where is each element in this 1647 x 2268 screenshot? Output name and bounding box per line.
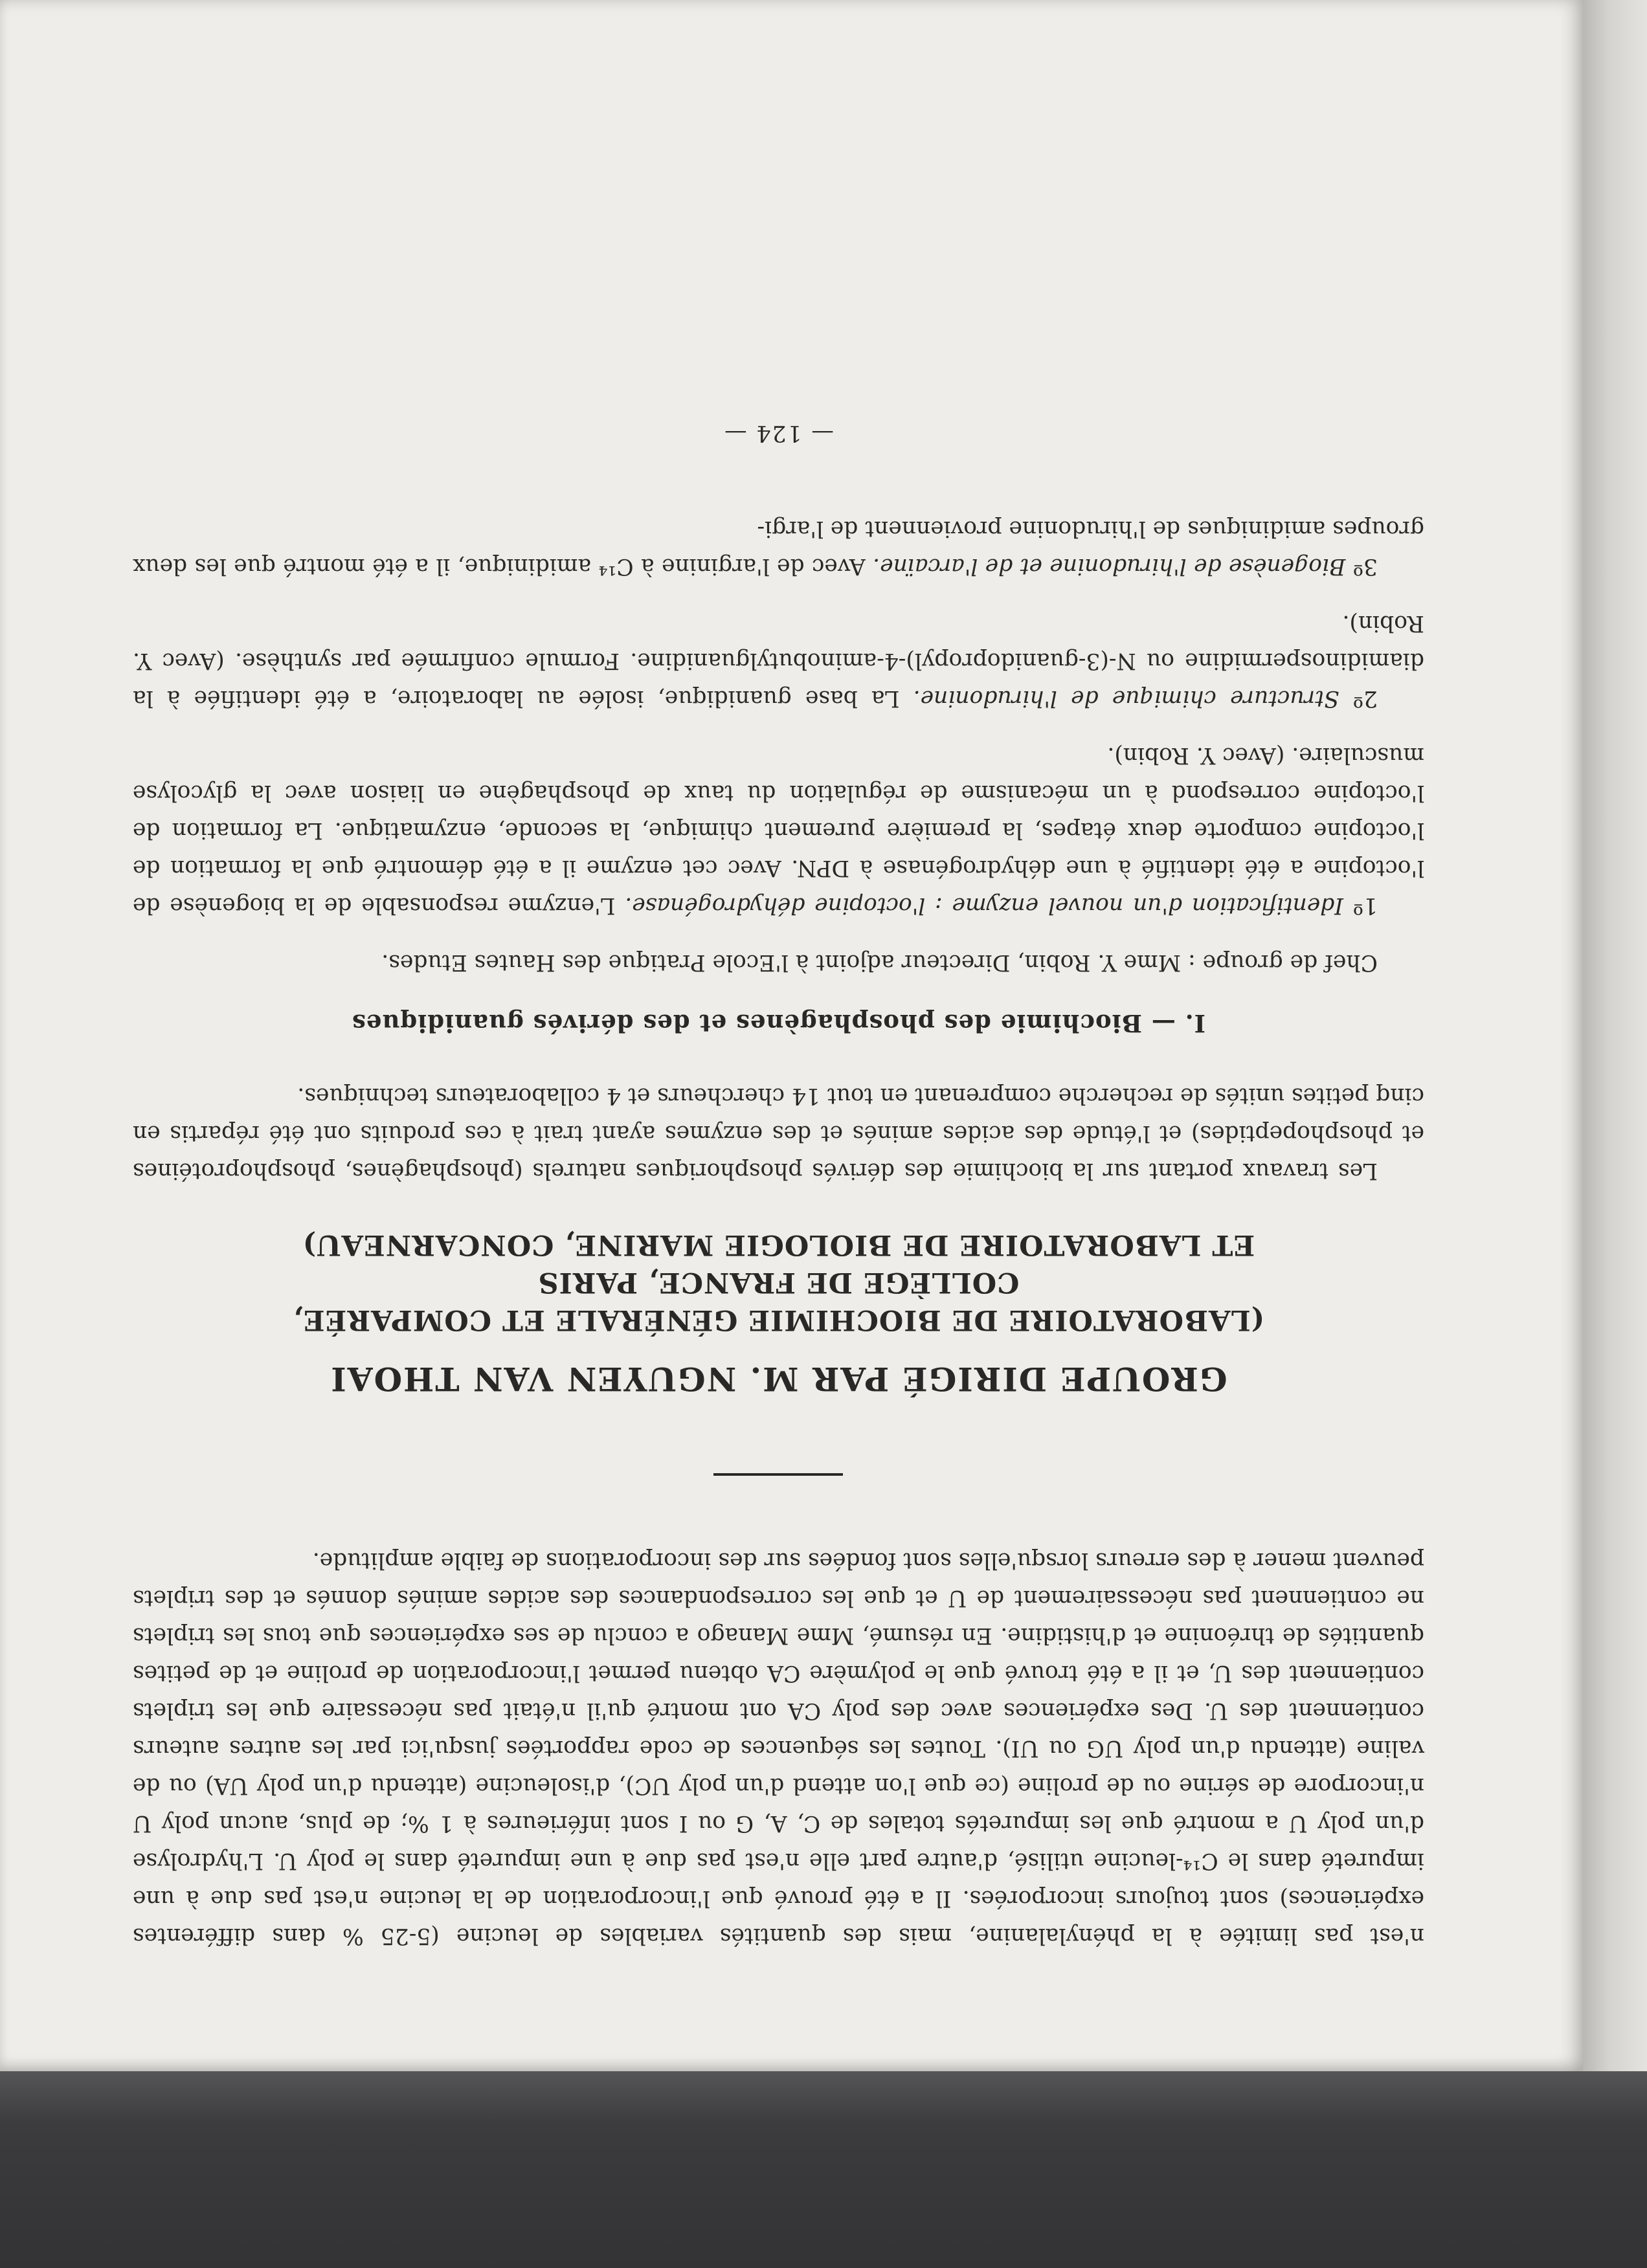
item-number: 1º <box>1352 893 1378 918</box>
group-title: GROUPE DIRIGÉ PAR M. NGUYEN VAN THOAI <box>330 1360 1227 1398</box>
section-chef: Chef de groupe : Mme Y. Robin, Directeur adjoint à l'Ecole Pratique des Hautes Etudes. <box>381 950 1378 975</box>
group-intro: Les travaux portant sur la biochimie des dérivés phosphoriques naturels (phosphagènes, phosphoprotéines et phosphopeptides) et l'étude des acides aminés et des enzymes ayant trait à ces produits ont été répartis en cinq petites unités de recherche comprenant en tout 14 chercheurs et 4 collaborateurs techniques. <box>133 1083 1424 1184</box>
item-text: L'enzyme responsable de la biogenèse de l'octopine a été identifié à une déhydrogénase à DPN. Avec cet enzyme il a été démontré que la formation de l'octopine comporte deux étapes, la première purement chimique, la seconde, enzymatique. La formation de l'octopine correspond à un mécanisme de régulation du taux de phosphagène en liaison avec la glycolyse musculaire. (Avec Y. Robin). <box>133 742 1424 918</box>
page-number: — 124 — <box>723 420 834 446</box>
scanner-background <box>0 2062 1647 2268</box>
section-heading: I. — Biochimie des phosphagènes et des dérivés guanidiques <box>352 1009 1205 1038</box>
carryover-paragraph: n'est pas limitée à la phénylalanine, mais des quantités variables de leucine (5-25 % dans différentes expériences) sont toujours incorporées. Il a été prouvé que l'incorporation de la leucine n'est pas due à une impureté dans le C¹⁴-leucine utilisé, d'autre part elle n'est pas due à une impureté dans le poly U. L'hydrolyse d'un poly U a montré que les impuretés totales de C, A, G ou I sont inférieures à 1 %; de plus, aucun poly U n'incorpore de sérine ou de proline (ce que l'on attend d'un poly UC), d'isoleucine (attendu d'un poly UA) ou de valine (attendu d'un poly UG ou UI). Toutes les séquences de code rapportées jusqu'ici par les autres auteurs contiennent des U. Des expériences avec des poly CA ont montré qu'il n'était pas nécessaire que les triplets contiennent des U, et il a été trouvé que le polymère CA obtenu permet l'incorporation de proline et de petites quantités de thréonine et d'histidine. En résumé, Mme Manago a conclu de ses expériences que tous les triplets ne contiennent pas nécessairement de U et que les correspondances des acides aminés donnés et des triplets peuvent mener à des erreurs lorsqu'elles sont fondées sur des incorporations de faible amplitude. <box>133 1548 1424 1949</box>
section-item-3 <box>133 510 1424 585</box>
page-content <box>133 65 1424 1955</box>
group-subtitle-line-1: (LABORATOIRE DE BIOCHIMIE GÉNÉRALE ET COMPARÉE, <box>292 1304 1265 1336</box>
group-subtitle-line-3: ET LABORATOIRE DE BIOLOGIE MARINE, CONCARNEAU) <box>302 1228 1255 1261</box>
item-number: 2º <box>1352 685 1378 711</box>
page-edge <box>1583 0 1647 2071</box>
item-title: Biogenèse de l'hirudonine et de l'arcaïne. <box>873 553 1346 579</box>
item-text: La base guanidique, isolée au laboratoire, a été identifiée à la diamidinospermidine ou N-(3-guanidopropyl)-4-aminobutylguanidine. Formule confirmée par synthèse. (Avec Y. Robin). <box>133 610 1424 711</box>
separator-rule <box>714 1473 844 1476</box>
item-number: 3º <box>1352 553 1378 579</box>
item-text: Avec de l'arginine à C¹⁴ amidinique, il a été montré que les deux groupes amidiniques de l'hirudonine proviennent de l'argi- <box>132 516 1424 579</box>
item-title: Structure chimique de l'hirudonine. <box>913 685 1339 711</box>
group-subtitle-line-2: COLLÈGE DE FRANCE, PARIS <box>537 1266 1020 1298</box>
section-item-1 <box>133 737 1424 924</box>
item-title: Identification d'un nouvel enzyme : l'octopine déhydrogénase. <box>625 893 1343 918</box>
section-item-2 <box>133 605 1424 717</box>
